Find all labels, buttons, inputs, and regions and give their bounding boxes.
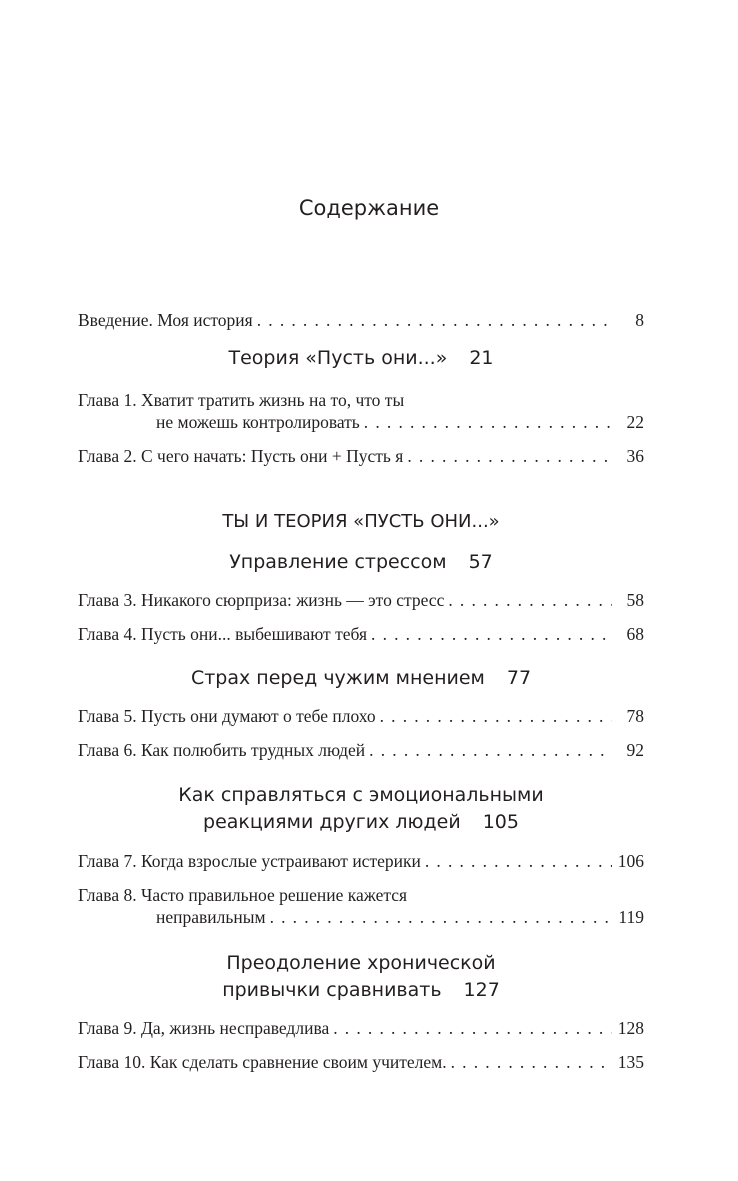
entry-page: 58: [626, 590, 644, 610]
dot-leader: [371, 623, 612, 645]
page-title: Содержание: [298, 196, 440, 220]
toc-section[interactable]: [78, 665, 644, 692]
section-page: 77: [506, 667, 532, 689]
toc-section[interactable]: [78, 950, 644, 1004]
entry-page: 22: [626, 412, 644, 432]
section-label-cont: реакциями других людей: [203, 811, 461, 833]
dot-leader: [451, 1051, 612, 1073]
entry-label: Глава 8. Часто правильное решение кажется: [78, 885, 408, 905]
entry-label: Глава 4. Пусть они... выбешивают тебя: [78, 624, 368, 644]
toc-section[interactable]: [78, 782, 644, 836]
dot-leader: [270, 906, 612, 928]
section-label-cont: привычки сравнивать: [222, 979, 442, 1001]
section-page: 127: [463, 979, 500, 1001]
section-label: Страх перед чужим мнением: [190, 667, 485, 689]
entry-label: Глава 7. Когда взрослые устраивают истерики: [78, 851, 421, 871]
part-heading: ТЫ И ТЕОРИЯ «ПУСТЬ ОНИ...»: [222, 511, 500, 532]
toc-entry[interactable]: [78, 739, 644, 761]
dot-leader: [380, 705, 612, 727]
section-label: Преодоление хронической: [226, 952, 496, 974]
entry-label: Глава 5. Пусть они думают о тебе плохо: [78, 706, 376, 726]
entry-page: 8: [635, 310, 644, 330]
dot-leader: [364, 411, 612, 433]
entry-page: 92: [626, 740, 644, 760]
dot-leader: [369, 739, 612, 761]
entry-page: 106: [617, 851, 644, 871]
dot-leader: [257, 309, 612, 331]
dot-leader: [425, 850, 612, 872]
entry-page: 119: [618, 907, 644, 927]
toc-section[interactable]: [78, 549, 644, 576]
entry-label-cont: не можешь контролировать: [156, 412, 360, 432]
toc-entry[interactable]: [78, 1017, 644, 1039]
section-page: 105: [482, 811, 519, 833]
entry-page: 128: [617, 1018, 644, 1038]
entry-page: 68: [626, 624, 644, 644]
entry-label: Глава 9. Да, жизнь несправедлива: [78, 1018, 330, 1038]
toc-entry[interactable]: [78, 623, 644, 645]
section-label: Как справляться с эмоциональными: [178, 784, 544, 806]
entry-page: 78: [626, 706, 644, 726]
section-page: 57: [468, 551, 493, 573]
entry-page: 135: [617, 1052, 644, 1072]
toc-section[interactable]: [78, 345, 644, 372]
toc-entry-intro[interactable]: [78, 309, 644, 331]
entry-label: Глава 6. Как полюбить трудных людей: [78, 740, 366, 760]
toc-entry[interactable]: [78, 445, 644, 467]
dot-leader: [448, 589, 612, 611]
toc-entry[interactable]: [78, 884, 644, 928]
toc-entry[interactable]: [78, 850, 644, 872]
toc-entry[interactable]: [78, 589, 644, 611]
dot-leader: [407, 445, 612, 467]
toc-entry[interactable]: [78, 1051, 644, 1073]
section-label: Управление стрессом: [229, 551, 447, 573]
entry-label: Глава 1. Хватит тратить жизнь на то, что ты: [78, 390, 405, 410]
section-label: Теория «Пусть они...»: [228, 347, 448, 369]
toc-entry[interactable]: [78, 705, 644, 727]
entry-page: 36: [626, 446, 644, 466]
entry-label: Введение. Моя история: [78, 310, 253, 330]
entry-label: Глава 3. Никакого сюрприза: жизнь — это стресс: [78, 590, 445, 610]
entry-label: Глава 2. С чего начать: Пусть они + Пусть я: [78, 446, 404, 466]
section-page: 21: [469, 347, 494, 369]
entry-label-cont: неправильным: [156, 907, 266, 927]
toc-entry[interactable]: [78, 389, 644, 433]
entry-label: Глава 10. Как сделать сравнение своим учителем.: [78, 1052, 447, 1072]
dot-leader: [333, 1017, 612, 1039]
